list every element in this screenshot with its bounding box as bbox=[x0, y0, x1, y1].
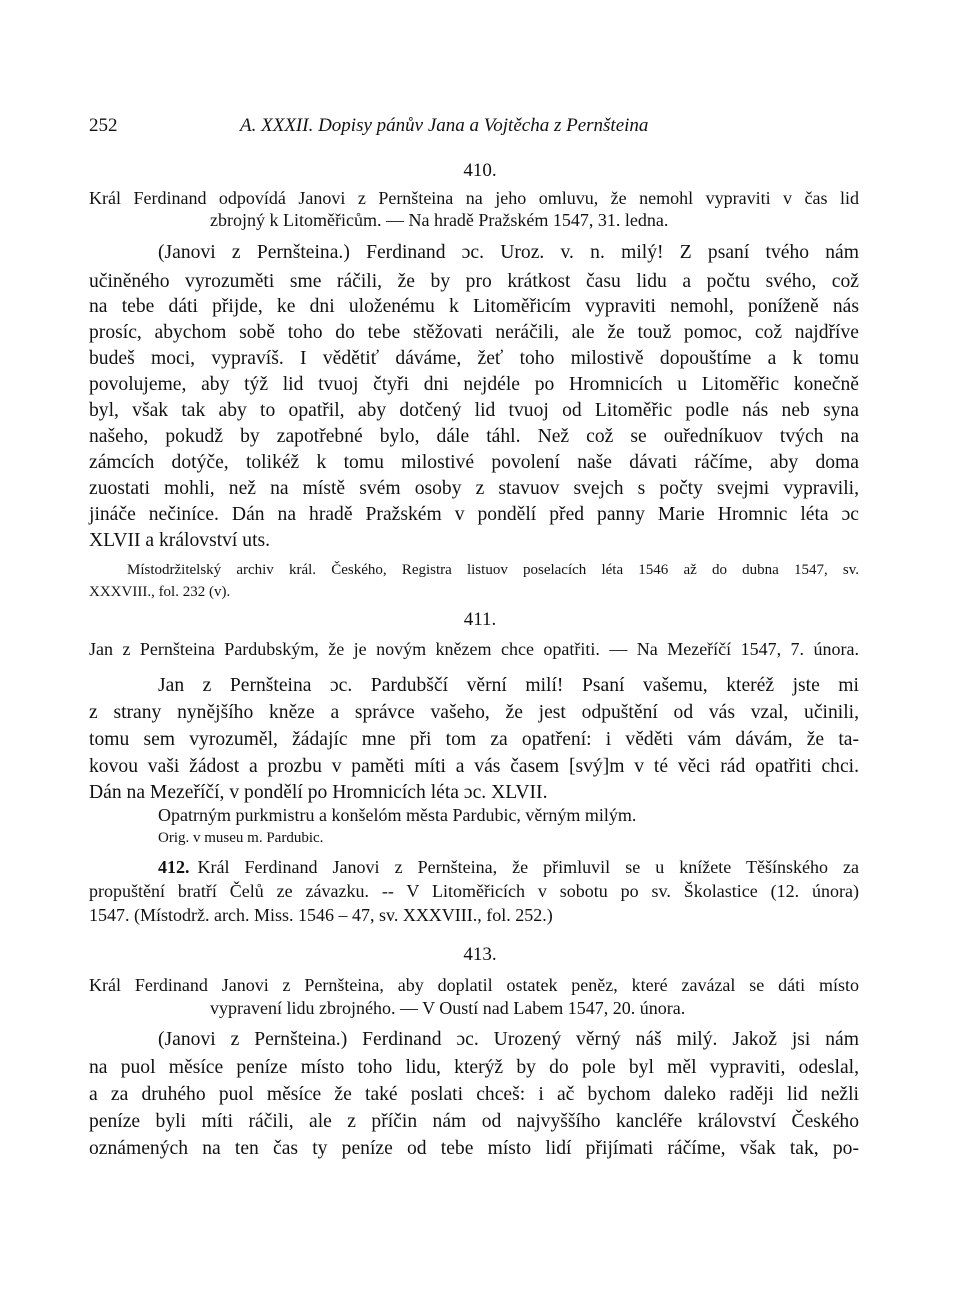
letter-410-body-line-12: XLVII a království uts. bbox=[89, 530, 271, 551]
letter-411-body-line-5: Dán na Mezeříčí, v pondělí po Hromnicích léta ɔc. XLVII. bbox=[89, 782, 548, 803]
letter-413-body-line-4: peníze byli míti ráčili, ale z příčin nám od najvyššího kancléře království Českého bbox=[89, 1111, 859, 1132]
running-title bbox=[240, 116, 648, 135]
letter-410-body-line-10: zuostati mohli, než na místě svém osoby z stavuov svejch s počty svejmi vypravili, bbox=[89, 478, 859, 499]
letter-411-summary: Jan z Pernšteina Pardubským, že je novým knězem chce opatřiti. — Na Mezeříčí 1547, 7. února. bbox=[89, 639, 859, 659]
letter-410-body-line-7: byl, však tak aby to opatřil, aby dotčený lid tvuoj od Litoměřic podle nás neb syna bbox=[89, 400, 859, 421]
letter-410-number: 410. bbox=[463, 160, 497, 181]
letter-411-body-line-4: kovou vaši žádost a prozbu v paměti míti a vás časem [svý]m v té věci rád opatřiti chci. bbox=[89, 756, 859, 777]
letter-413-body-line-1: (Janovi z Pernšteina.) Ferdinand ɔc. Urozený věrný náš milý. Jakož jsi nám bbox=[158, 1029, 859, 1050]
letter-411-body-line-1: Jan z Pernšteina ɔc. Pardubščí věrní milí! Psaní vašemu, kteréž jste mi bbox=[158, 675, 859, 696]
running-title-text: A. XXXII. Dopisy pánův Jana a Vojtěcha z Pernšteina bbox=[240, 115, 649, 136]
letter-410-body-line-9: zámcích dotýče, tolikéž k tomu milostivé povolení naše dávati ráčíme, aby doma bbox=[89, 452, 859, 473]
letter-410-body-line-5: budeš moci, vypravíš. I vědětiť dáváme, žeť toho milostivě dopouštíme a k tomu bbox=[89, 348, 859, 369]
regest-412-text: Král Ferdinand Janovi z Pernšteina, že přimluvil se u knížete Těšínského za bbox=[197, 857, 859, 877]
letter-410-summary-line-1: Král Ferdinand odpovídá Janovi z Pernšteina na jeho omluvu, že nemohl vypraviti v čas lid bbox=[89, 188, 859, 208]
regest-412-line-2: propuštění bratří Čelů ze závazku. -- V Litoměřicích v sobotu po sv. Školastice (12. února) bbox=[89, 881, 859, 901]
letter-413-summary-line-2: vypravení lidu zbrojného. — V Oustí nad Labem 1547, 20. února. bbox=[210, 998, 686, 1018]
letter-411-body-line-2: z strany nynějšího kněze a správce vašeho, že jest odpuštění od vás vzal, učinili, bbox=[89, 702, 859, 723]
letter-410-source-line-2: XXXVIII., fol. 232 (v). bbox=[89, 584, 231, 600]
letter-410-body-line-4: prosíc, abychom sobě toho do tebe stěžovati neráčili, ale že touž pomoc, což najdříve bbox=[89, 322, 859, 343]
letter-411-address: Opatrným purkmistru a konšelóm města Pardubic, věrným milým. bbox=[158, 805, 637, 825]
regest-412-line-3: 1547. (Místodrž. arch. Miss. 1546 – 47, sv. XXXVIII., fol. 252.) bbox=[89, 905, 553, 925]
letter-410-body-line-11: jináče nečiníce. Dán na hradě Pražském v pondělí před panny Marie Hromnic léta ɔc bbox=[89, 504, 859, 525]
letter-410-body-line-2: učiněného vyrozuměti sme ráčili, že by pro krátkost času lidu a počtu svého, což bbox=[89, 271, 859, 292]
letter-410-body-line-6: povolujeme, aby týž lid tvuoj čtyři dni nejdéle po Hromnicích u Litoměřic konečně bbox=[89, 374, 859, 395]
letter-413-summary-line-1: Král Ferdinand Janovi z Pernšteina, aby doplatil ostatek peněz, které zavázal se dáti místo bbox=[89, 975, 859, 995]
page-number: 252 bbox=[89, 115, 118, 136]
letter-413-body-line-2: na puol měsíce peníze místo toho lidu, kterýž by do pole byl měl vypraviti, odeslal, bbox=[89, 1057, 859, 1078]
letter-413-body-line-3: a za druhého puol měsíce že také poslati chceš: i ač bychom daleko raději lid nežli bbox=[89, 1084, 859, 1105]
letter-411-source: Orig. v museu m. Pardubic. bbox=[158, 830, 324, 846]
letter-413-number: 413. bbox=[463, 944, 497, 965]
letter-411-body-line-3: tomu sem vyrozuměl, žádajíc mne při tom za opatření: i věděti vám dávám, že ta- bbox=[89, 729, 859, 750]
regest-412-number: 412. bbox=[158, 857, 190, 877]
letter-410-body-line-3: na tebe dáti přijde, ke dni uloženému k Litoměřicím vypraviti nemohl, poníženě nás bbox=[89, 296, 859, 317]
letter-410-body-line-1: (Janovi z Pernšteina.) Ferdinand ɔc. Uroz. v. n. milý! Z psaní tvého nám bbox=[158, 242, 859, 263]
letter-413-body-line-5: oznámených na ten čas ty peníze od tebe místo lidí přijímati ráčíme, však tak, po- bbox=[89, 1138, 859, 1159]
letter-411-number: 411. bbox=[463, 609, 497, 630]
letter-410-source-line-1: Místodržitelský archiv král. Českého, Registra listuov poselacích léta 1546 až do dubna 1547, sv. bbox=[127, 562, 859, 578]
regest-412-line-1 bbox=[158, 858, 859, 876]
letter-410-body-line-8: našeho, pokudž by zapotřebné bylo, dále táhl. Než což se ouředníkuov tvých na bbox=[89, 426, 859, 447]
letter-410-summary-line-2: zbrojný k Litoměřicům. — Na hradě Pražském 1547, 31. ledna. bbox=[210, 210, 669, 230]
